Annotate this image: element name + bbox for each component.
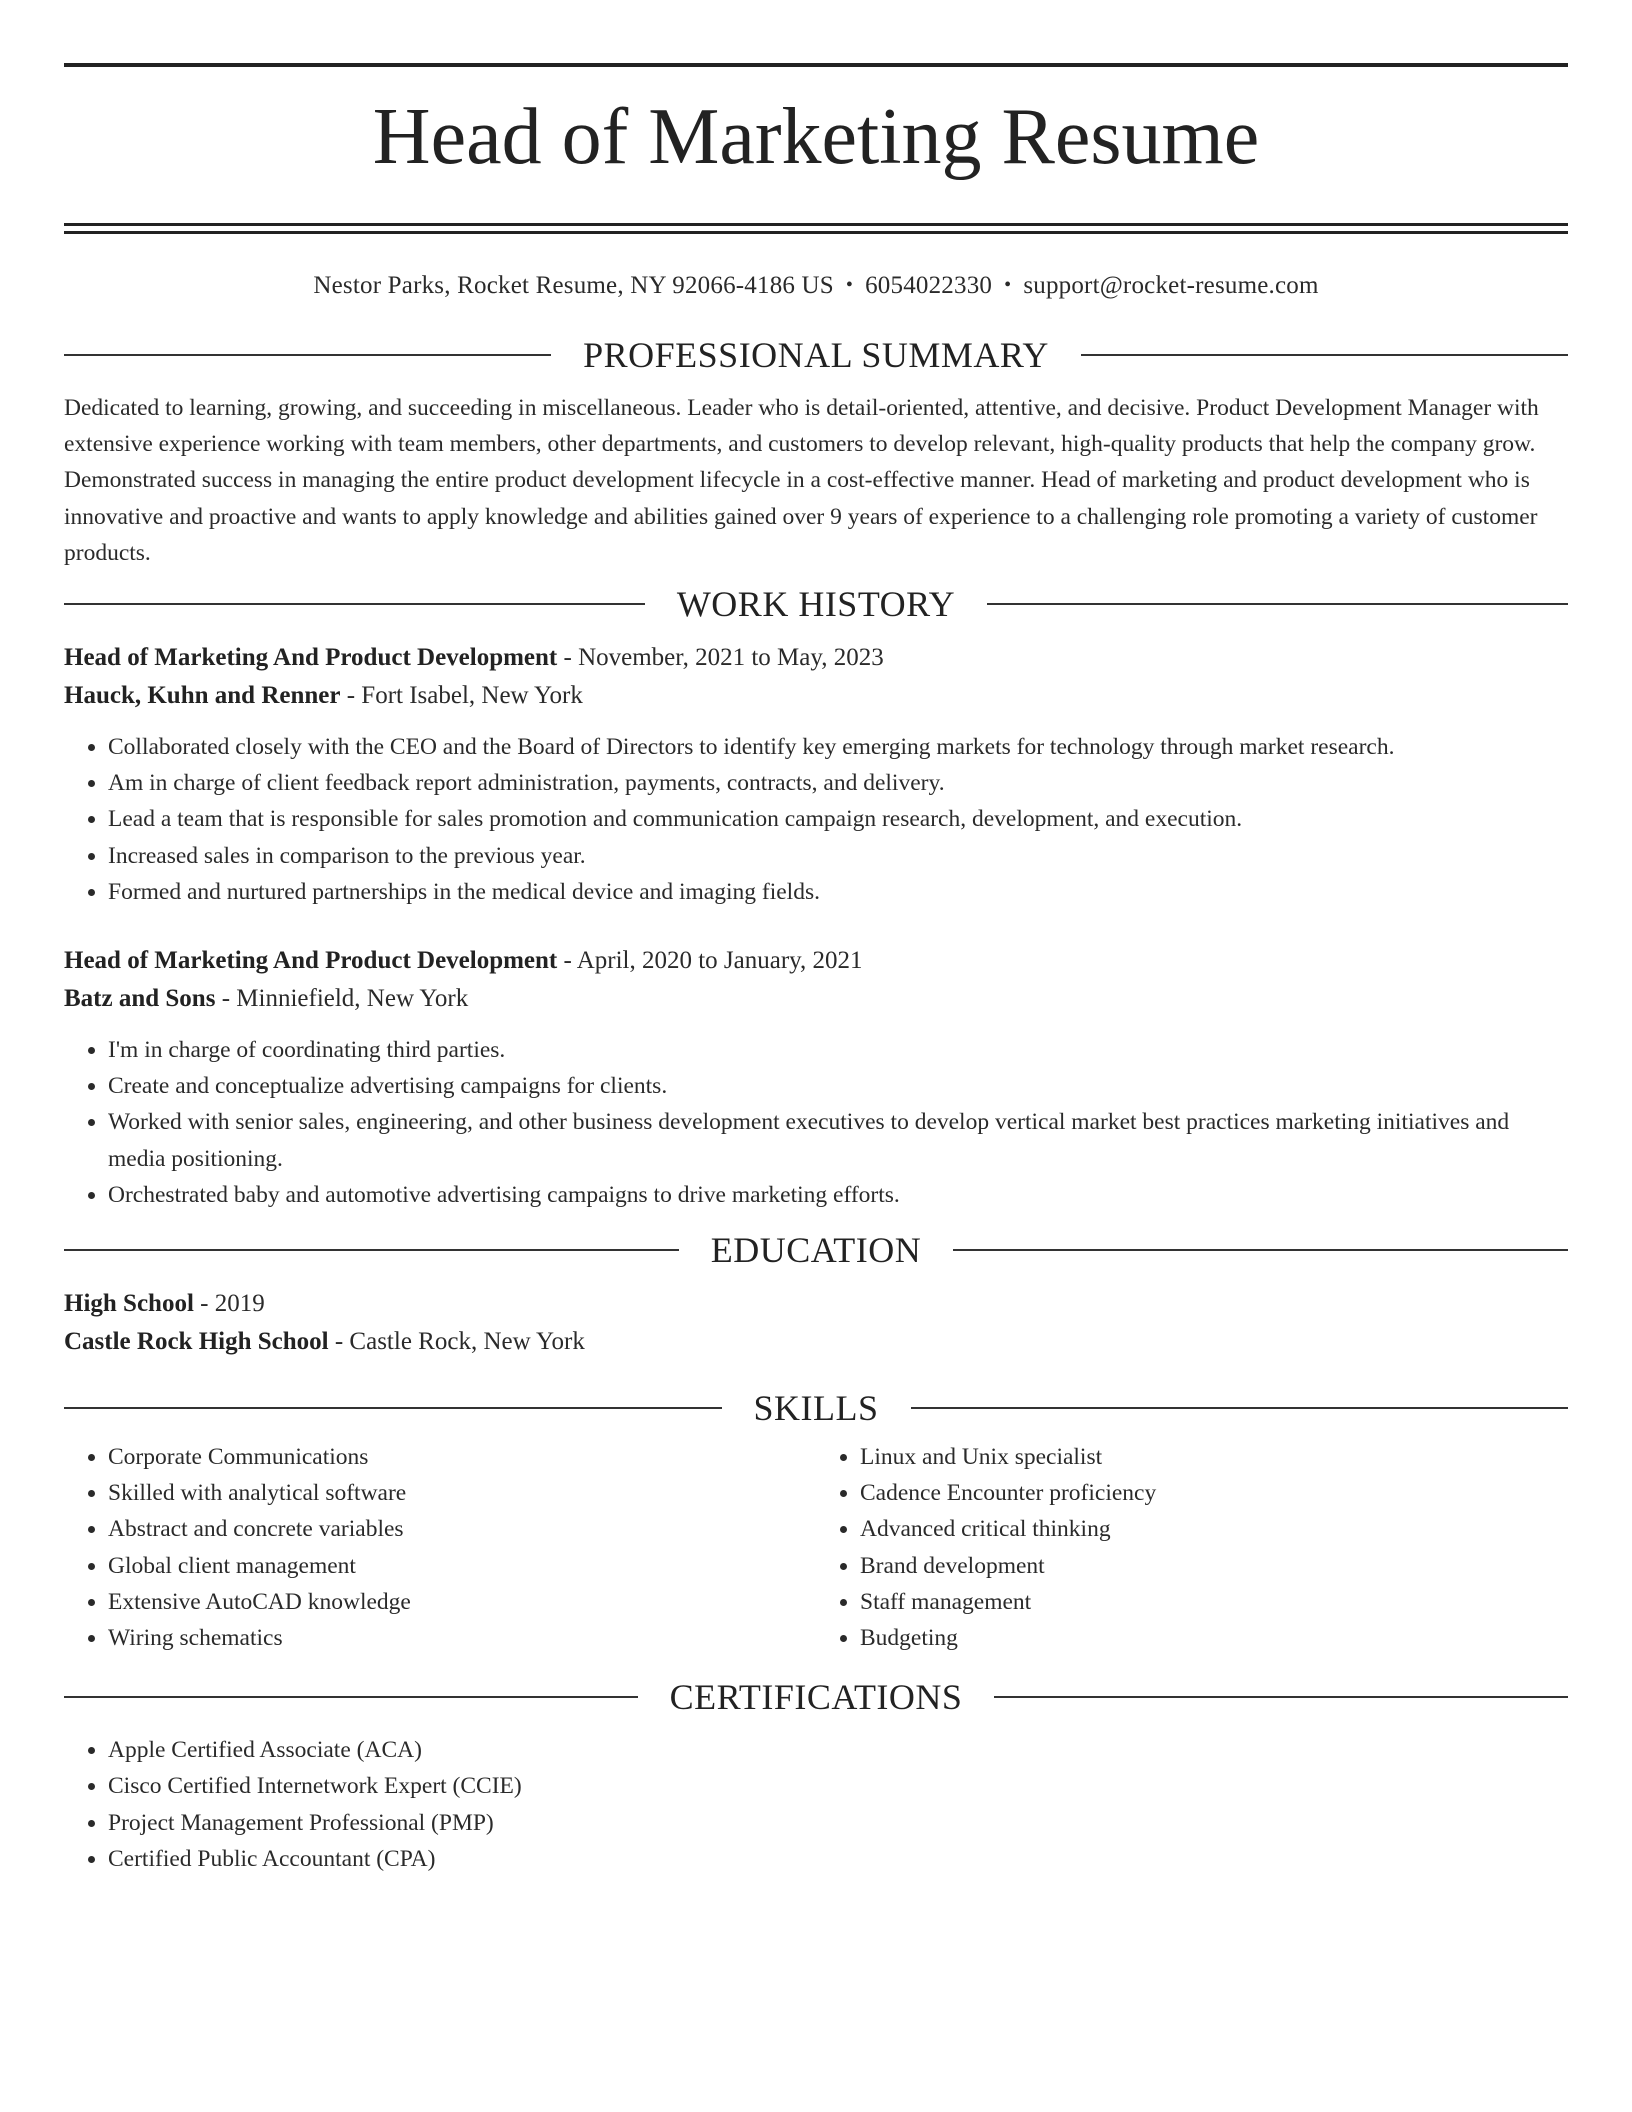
list-item: • Formed and nurtured partnerships in the medical device and imaging fields. xyxy=(108,874,1568,910)
list-item: • Skilled with analytical software xyxy=(108,1475,816,1511)
job-title-line xyxy=(64,942,1568,980)
list-item: • Orchestrated baby and automotive advertising campaigns to drive marketing efforts. xyxy=(108,1177,1568,1213)
skills-list-left xyxy=(64,1439,816,1656)
job-location: - Fort Isabel, New York xyxy=(340,682,583,710)
section-rule xyxy=(953,1249,1568,1251)
job-dates: - November, 2021 to May, 2023 xyxy=(557,644,884,672)
list-item: • Brand development xyxy=(860,1548,1568,1584)
list-item: • Apple Certified Associate (ACA) xyxy=(108,1732,1568,1768)
contact-address: Nestor Parks, Rocket Resume, NY 92066-4186 US xyxy=(313,272,834,299)
list-item: • Abstract and concrete variables xyxy=(108,1511,816,1547)
section-rule xyxy=(64,1407,722,1409)
list-item: • Staff management xyxy=(860,1584,1568,1620)
job-company: Hauck, Kuhn and Renner xyxy=(64,682,341,710)
list-item: • Worked with senior sales, engineering, and other business development executives to develop vertical market best practices marketing initiatives and media positioning. xyxy=(108,1104,1568,1176)
list-item: • Certified Public Accountant (CPA) xyxy=(108,1841,1568,1877)
section-rule xyxy=(911,1407,1569,1409)
education-entry xyxy=(64,1285,1568,1361)
list-item: • Collaborated closely with the CEO and the Board of Directors to identify key emerging markets for technology through market research. xyxy=(108,729,1568,765)
list-item: • Lead a team that is responsible for sales promotion and communication campaign research, development, and execution. xyxy=(108,801,1568,837)
contact-separator: • xyxy=(845,274,854,296)
section-title: EDUCATION xyxy=(710,1230,922,1271)
education-year: - 2019 xyxy=(193,1290,265,1318)
section-title: SKILLS xyxy=(753,1388,879,1429)
list-item: • Extensive AutoCAD knowledge xyxy=(108,1584,816,1620)
list-item: • Increased sales in comparison to the previous year. xyxy=(108,838,1568,874)
section-rule xyxy=(64,1696,638,1698)
page-title: Head of Marketing Resume xyxy=(372,93,1260,181)
job-company-line xyxy=(64,677,1568,715)
job-title-line xyxy=(64,639,1568,677)
section-rule xyxy=(987,603,1568,605)
section-title: CERTIFICATIONS xyxy=(669,1677,963,1718)
section-header-work xyxy=(64,583,1568,625)
contact-phone: 6054022330 xyxy=(865,272,993,299)
summary-text: Dedicated to learning, growing, and succeeding in miscellaneous. Leader who is detail-oriented, attentive, and decisive. Product Development Manager with extensive experience working with team members, other departments, and customers to develop relevant, high-quality products that help the company grow. Demonstrated success in managing the entire product development lifecycle in a cost-effective manner. Head of marketing and product development who is innovative and proactive and wants to apply knowledge and abilities gained over 9 years of experience to a challenging role promoting a variety of customer products. xyxy=(64,395,1539,566)
job-bullets xyxy=(64,1032,1568,1213)
list-item: • Wiring schematics xyxy=(108,1620,816,1656)
list-item: • Corporate Communications xyxy=(108,1439,816,1475)
job-dates: - April, 2020 to January, 2021 xyxy=(557,947,863,975)
list-item: • Create and conceptualize advertising campaigns for clients. xyxy=(108,1068,1568,1104)
section-rule xyxy=(64,603,645,605)
education-school: Castle Rock High School xyxy=(64,1328,329,1356)
contact-line xyxy=(64,270,1568,300)
list-item: • Cisco Certified Internetwork Expert (CCIE) xyxy=(108,1768,1568,1804)
section-header-summary xyxy=(64,334,1568,376)
list-item: • Cadence Encounter proficiency xyxy=(860,1475,1568,1511)
section-rule xyxy=(64,354,551,356)
job-entry xyxy=(64,942,1568,1213)
education-degree-line xyxy=(64,1285,1568,1323)
certifications-list xyxy=(64,1732,1568,1877)
list-item: • Advanced critical thinking xyxy=(860,1511,1568,1547)
contact-email: support@rocket-resume.com xyxy=(1023,272,1319,299)
education-school-line xyxy=(64,1323,1568,1361)
job-bullets xyxy=(64,729,1568,910)
skills-grid xyxy=(64,1439,1568,1656)
list-item: • Linux and Unix specialist xyxy=(860,1439,1568,1475)
contact-separator: • xyxy=(1004,274,1012,296)
job-title: Head of Marketing And Product Development xyxy=(64,947,558,975)
section-rule xyxy=(994,1696,1568,1698)
job-company-line xyxy=(64,980,1568,1018)
list-item: • Global client management xyxy=(108,1548,816,1584)
section-header-skills xyxy=(64,1387,1568,1429)
section-rule xyxy=(1081,354,1568,356)
education-location: - Castle Rock, New York xyxy=(328,1328,585,1356)
list-item: • Budgeting xyxy=(860,1620,1568,1656)
list-item: • Am in charge of client feedback report administration, payments, contracts, and delivery. xyxy=(108,765,1568,801)
job-title: Head of Marketing And Product Development xyxy=(64,644,558,672)
section-header-certifications xyxy=(64,1676,1568,1718)
job-entry xyxy=(64,639,1568,910)
job-location: - Minniefield, New York xyxy=(215,985,469,1013)
section-title: WORK HISTORY xyxy=(676,584,956,625)
section-header-education xyxy=(64,1229,1568,1271)
skills-list-right xyxy=(816,1439,1568,1656)
title-double-rule xyxy=(64,223,1568,234)
list-item: • Project Management Professional (PMP) xyxy=(108,1805,1568,1841)
education-degree: High School xyxy=(64,1290,194,1318)
job-company: Batz and Sons xyxy=(64,985,216,1013)
list-item: • I'm in charge of coordinating third parties. xyxy=(108,1032,1568,1068)
section-title: PROFESSIONAL SUMMARY xyxy=(583,335,1049,375)
section-rule xyxy=(64,1249,679,1251)
resume-page xyxy=(64,0,1568,1877)
